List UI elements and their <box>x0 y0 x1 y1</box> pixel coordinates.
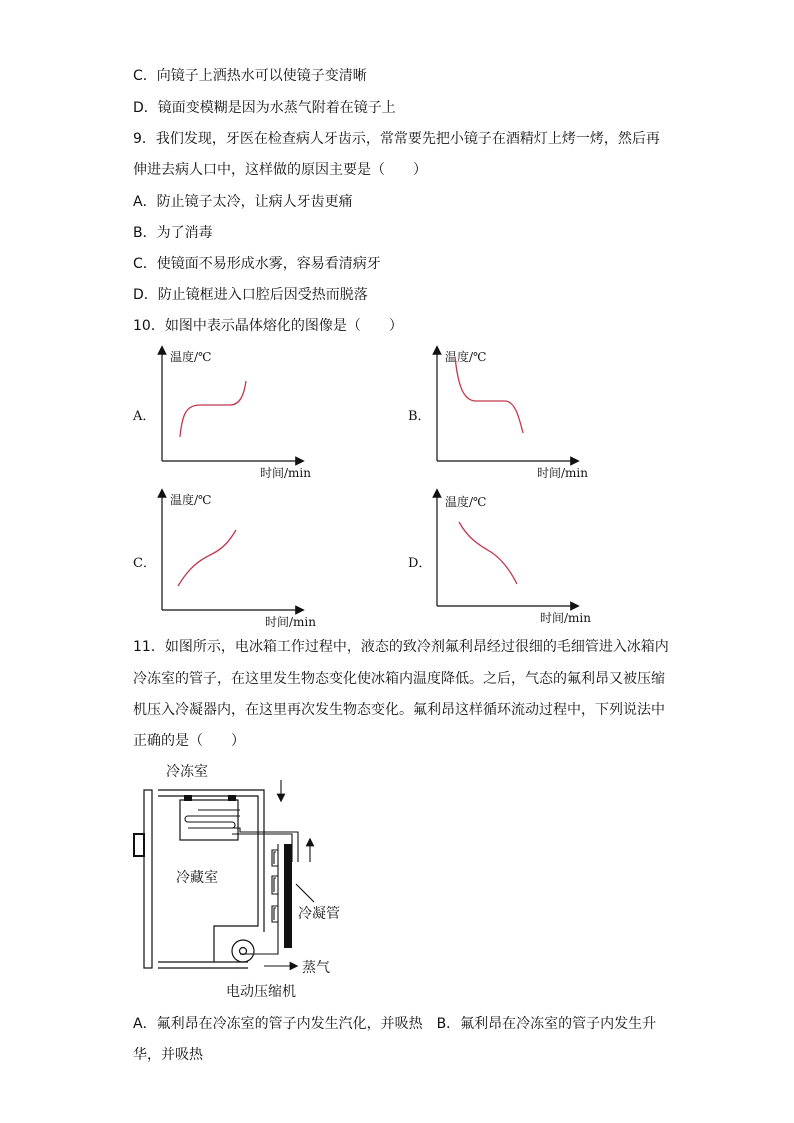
compressor-label: 电动压缩机 <box>226 984 296 1000</box>
q10-graph-d <box>425 488 600 628</box>
q11-options-ab-cont: 华，并吸热 <box>133 1047 203 1063</box>
q10-graph-b-curve <box>455 357 523 433</box>
q10-graph-d-xlabel: 时间/min <box>540 611 591 625</box>
q8-option-d: D．镜面变模糊是因为水蒸气附着在镜子上 <box>133 100 396 116</box>
fridge-compartment-label: 冷藏室 <box>176 870 218 886</box>
freezer-label: 冷冻室 <box>166 764 208 780</box>
q10-graph-a-ylabel: 温度/℃ <box>170 350 212 364</box>
q11-stem-line2: 冷冻室的管子，在这里发生物态变化使冰箱内温度降低。之后，气态的氟利昂又被压缩 <box>133 671 665 687</box>
q11-stem-line1: 11．如图所示，电冰箱工作过程中，液态的致冷剂氟利昂经过很细的毛细管进入冰箱内 <box>133 639 669 655</box>
q10-graph-b-xlabel: 时间/min <box>537 466 588 480</box>
q10-label-a: A． <box>133 409 156 424</box>
q11-stem-line4: 正确的是（ ） <box>133 733 245 749</box>
q10-graph-b-ylabel: 温度/℃ <box>445 350 487 364</box>
q10-graph-a-curve <box>180 381 246 437</box>
q10-graph-c-ylabel: 温度/℃ <box>170 493 212 507</box>
q11-options-ab: A．氟利昂在冷冻室的管子内发生汽化，并吸热 B．氟利昂在冷冻室的管子内发生升 <box>133 1016 657 1032</box>
q10-graph-d-curve <box>459 522 517 584</box>
vapor-label: 蒸气 <box>302 960 330 976</box>
q8-option-c: C．向镜子上洒热水可以使镜子变清晰 <box>133 68 367 84</box>
q10-graph-c-curve <box>178 530 236 586</box>
q10-label-d: D． <box>408 556 432 571</box>
q10-label-c: C． <box>133 556 156 571</box>
q10-graph-a-xlabel: 时间/min <box>260 466 311 480</box>
q11-stem-line3: 机压入冷凝器内，在这里再次发生物态变化。氟利昂这样循环流动过程中，下列说法中 <box>133 702 665 718</box>
q9-option-c: C．使镜面不易形成水雾，容易看清病牙 <box>133 256 381 272</box>
q10-stem: 10．如图中表示晶体熔化的图像是（ ） <box>133 318 403 334</box>
q10-graph-c-xlabel: 时间/min <box>265 615 316 629</box>
refrigerator-diagram <box>128 762 358 1006</box>
q10-graph-b <box>425 345 595 480</box>
q10-graph-d-ylabel: 温度/℃ <box>445 495 487 509</box>
q9-option-d: D．防止镜框进入口腔后因受热而脱落 <box>133 287 368 303</box>
q9-stem-line1: 9．我们发现，牙医在检查病人牙齿示，常常要先把小镜子在酒精灯上烤一烤，然后再 <box>133 131 660 147</box>
q10-graph-a <box>150 345 320 480</box>
condenser-label: 冷凝管 <box>298 906 340 922</box>
q10-graph-c <box>150 488 325 628</box>
q9-option-b: B．为了消毒 <box>133 225 213 241</box>
q10-label-b: B． <box>408 409 431 424</box>
q9-stem-line2: 伸进去病人口中，这样做的原因主要是（ ） <box>133 162 427 178</box>
q9-option-a: A．防止镜子太冷，让病人牙齿更痛 <box>133 194 353 210</box>
